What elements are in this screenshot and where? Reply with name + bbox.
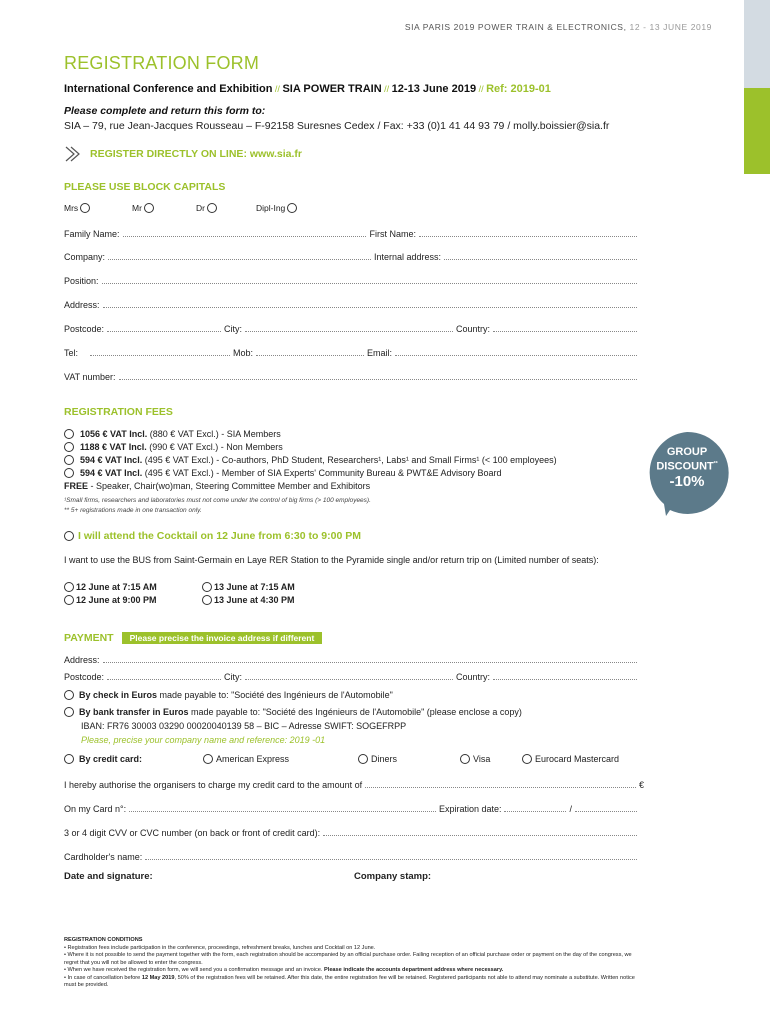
subtitle-dates: 12-13 June 2019 bbox=[391, 83, 477, 95]
fees-list bbox=[64, 427, 644, 492]
title-option-mrs[interactable] bbox=[64, 203, 132, 213]
mob-field[interactable] bbox=[256, 347, 364, 356]
condition-3-bold: Please indicate the accounts department address where necessary. bbox=[324, 967, 504, 973]
bus-option-label: 12 June at 7:15 AM bbox=[76, 581, 157, 592]
invoice-address-tag: Please precise the invoice address if different bbox=[122, 632, 323, 644]
payment-postcode-label: Postcode: bbox=[64, 672, 105, 682]
position-row bbox=[64, 275, 640, 286]
chevron-right-icon bbox=[64, 146, 84, 162]
postcode-label: Postcode: bbox=[64, 324, 105, 334]
separator: // bbox=[272, 84, 283, 94]
fee-price: 1188 € VAT Incl. bbox=[80, 441, 147, 452]
sidebar-green-block bbox=[744, 88, 770, 174]
reference-note: Please, precise your company name and reference: 2019 -01 bbox=[81, 735, 326, 745]
bus-option-label: 13 June at 7:15 AM bbox=[214, 581, 295, 592]
fee-text bbox=[80, 429, 281, 439]
bus-option[interactable] bbox=[64, 582, 202, 592]
internal-address-field[interactable] bbox=[444, 251, 637, 260]
bus-options bbox=[64, 580, 295, 606]
radio-circle[interactable] bbox=[64, 754, 74, 764]
radio-circle[interactable] bbox=[202, 595, 212, 605]
position-label: Position: bbox=[64, 276, 99, 286]
amount-field[interactable] bbox=[365, 779, 636, 788]
expiry-label: Expiration date: bbox=[438, 804, 502, 814]
card-amex-option[interactable] bbox=[203, 754, 289, 764]
card-label: Eurocard Mastercard bbox=[535, 754, 620, 764]
form-title: REGISTRATION FORM bbox=[64, 53, 260, 73]
badge-line-2-wrap bbox=[644, 458, 730, 473]
registration-conditions bbox=[64, 937, 646, 990]
company-stamp-label: Company stamp: bbox=[354, 871, 432, 882]
title-label: Mrs bbox=[64, 203, 79, 213]
subtitle-conference: International Conference and Exhibition bbox=[64, 83, 273, 95]
badge-superscript: ** bbox=[713, 461, 718, 467]
registration-fees-heading: REGISTRATION FEES bbox=[64, 406, 173, 418]
sidebar-top-block bbox=[744, 0, 770, 88]
title-option-dipl-ing[interactable] bbox=[256, 203, 297, 213]
payment-heading: PAYMENT bbox=[64, 632, 114, 644]
header-dates: 12 - 13 JUNE 2019 bbox=[626, 22, 712, 32]
vat-field[interactable] bbox=[119, 371, 637, 380]
first-name-label: First Name: bbox=[369, 229, 416, 239]
cheque-text bbox=[79, 690, 393, 700]
card-label: Visa bbox=[473, 754, 491, 764]
fee-text bbox=[80, 468, 502, 478]
card-number-row bbox=[64, 803, 640, 814]
cardholder-row bbox=[64, 851, 640, 862]
company-row bbox=[64, 251, 640, 262]
condition-3-text: • When we have received the registration form, we will send you a confirmation message and an invoice. bbox=[64, 967, 325, 973]
date-signature-label: Date and signature: bbox=[64, 871, 153, 882]
email-field[interactable] bbox=[395, 347, 637, 356]
card-diners-option[interactable] bbox=[358, 754, 397, 764]
vat-label: VAT number: bbox=[64, 372, 116, 382]
cvv-label: 3 or 4 digit CVV or CVC number (on back or front of credit card): bbox=[64, 828, 321, 838]
fee-price: 1056 € VAT Incl. bbox=[80, 428, 148, 439]
expiry-year-field[interactable] bbox=[575, 803, 637, 812]
radio-circle[interactable] bbox=[64, 429, 74, 439]
country-field[interactable] bbox=[493, 323, 637, 332]
bus-option-label: 13 June at 4:30 PM bbox=[214, 594, 295, 605]
cheque-rest: made payable to: "Société des Ingénieurs de l'Automobile" bbox=[157, 690, 393, 700]
condition-2: • Where it is not possible to send the payment together with the form, each registration should be accompanied by an official purchase order. Failing reception of an official purchase order or payment on the day of the congress, we regret that you will not be allowed to enter the congress. bbox=[64, 952, 632, 966]
expiry-slash: / bbox=[569, 804, 572, 814]
address-label: Address: bbox=[64, 300, 100, 310]
card-number-label: On my Card n°: bbox=[64, 804, 127, 814]
card-visa-option[interactable] bbox=[460, 754, 490, 764]
title-label: Mr bbox=[132, 203, 142, 213]
title-option-dr[interactable] bbox=[196, 203, 256, 213]
bus-option[interactable] bbox=[64, 595, 202, 605]
transfer-option[interactable] bbox=[64, 707, 522, 717]
condition-3 bbox=[64, 967, 646, 975]
company-label: Company: bbox=[64, 252, 106, 262]
fee-detail: (990 € VAT Excl.) - Non Members bbox=[146, 441, 283, 452]
free-line bbox=[64, 479, 644, 492]
radio-circle[interactable] bbox=[64, 707, 74, 717]
payment-country-field[interactable] bbox=[493, 671, 637, 680]
badge-text bbox=[644, 446, 730, 490]
card-label: American Express bbox=[216, 754, 290, 764]
fee-detail: (495 € VAT Excl.) - Member of SIA Experts' Community Bureau & PWT&E Advisory Board bbox=[142, 467, 502, 478]
badge-line-1: GROUP bbox=[666, 446, 708, 458]
expiry-month-field[interactable] bbox=[504, 803, 566, 812]
euro-sign: € bbox=[638, 780, 644, 790]
position-field[interactable] bbox=[102, 275, 637, 284]
transfer-rest: made payable to: "Société des Ingénieurs de l'Automobile" (please enclose a copy) bbox=[188, 707, 522, 717]
cardholder-label: Cardholder's name: bbox=[64, 852, 143, 862]
fee-detail: (495 € VAT Excl.) - Co-authors, PhD Student, Researchers¹, Labs¹ and Small Firms¹ (< 100 employees) bbox=[142, 454, 557, 465]
credit-card-option[interactable] bbox=[64, 754, 142, 764]
country-label: Country: bbox=[455, 324, 490, 334]
condition-4 bbox=[64, 975, 646, 990]
radio-circle[interactable] bbox=[287, 203, 297, 213]
register-online-label: REGISTER DIRECTLY ON LINE: www.sia.fr bbox=[90, 148, 302, 160]
address-field[interactable] bbox=[103, 299, 637, 308]
cvv-row bbox=[64, 827, 640, 838]
condition-4-date: 12 May 2019 bbox=[141, 974, 175, 981]
vat-row bbox=[64, 371, 640, 382]
reference: Ref: 2019-01 bbox=[486, 83, 551, 95]
phone-row bbox=[64, 347, 640, 358]
cardholder-field[interactable] bbox=[145, 851, 637, 860]
fee-detail: (880 € VAT Excl.) - SIA Members bbox=[147, 428, 281, 439]
radio-circle[interactable] bbox=[203, 754, 213, 764]
payment-address-row bbox=[64, 654, 640, 665]
subtitle-event: SIA POWER TRAIN bbox=[282, 83, 382, 95]
tel-field[interactable] bbox=[90, 347, 230, 356]
bus-option[interactable] bbox=[202, 595, 295, 605]
authorise-label: I hereby authorise the organisers to charge my credit card to the amount of bbox=[64, 780, 363, 790]
company-field[interactable] bbox=[108, 251, 371, 260]
cocktail-label: I will attend the Cocktail on 12 June from 6:30 to 9:00 PM bbox=[78, 530, 361, 542]
family-name-field[interactable] bbox=[123, 228, 367, 237]
credit-card-row bbox=[64, 754, 644, 768]
radio-circle[interactable] bbox=[64, 690, 74, 700]
fee-option[interactable] bbox=[64, 427, 644, 440]
cocktail-option[interactable] bbox=[64, 530, 361, 542]
fee-option[interactable] bbox=[64, 466, 644, 479]
title-options bbox=[64, 203, 297, 213]
radio-circle[interactable] bbox=[144, 203, 154, 213]
card-label: Diners bbox=[371, 754, 398, 764]
payment-heading-row bbox=[64, 632, 322, 644]
block-capitals-heading: PLEASE USE BLOCK CAPITALS bbox=[64, 181, 226, 193]
title-label: Dipl-Ing bbox=[256, 203, 286, 213]
radio-circle[interactable] bbox=[207, 203, 217, 213]
iban-text: IBAN: FR76 30003 03290 00020040139 58 – BIC – Adresse SWIFT: SOGEFRPP bbox=[81, 721, 407, 731]
postcode-row bbox=[64, 323, 640, 334]
radio-circle[interactable] bbox=[64, 531, 74, 541]
radio-circle[interactable] bbox=[64, 455, 74, 465]
cvv-field[interactable] bbox=[323, 827, 637, 836]
bus-option[interactable] bbox=[202, 582, 295, 592]
form-subtitle bbox=[64, 83, 551, 95]
free-label: FREE bbox=[64, 480, 89, 491]
payment-postcode-row bbox=[64, 671, 640, 682]
fee-price: 594 € VAT Incl. bbox=[80, 467, 143, 478]
name-row bbox=[64, 228, 640, 239]
radio-circle[interactable] bbox=[202, 582, 212, 592]
bus-options-row bbox=[64, 580, 295, 593]
payment-address-field[interactable] bbox=[103, 654, 637, 663]
title-option-mr[interactable] bbox=[132, 203, 196, 213]
condition-4-text-b: , 50% of the registration fees will be retained. After this date, the entire registration fee will be retained. Registered participants not able to attend may nominate a substitute. Written notice must be provided. bbox=[64, 974, 635, 988]
radio-circle[interactable] bbox=[358, 754, 368, 764]
radio-circle[interactable] bbox=[64, 468, 74, 478]
internal-address-label: Internal address: bbox=[373, 252, 441, 262]
payment-country-label: Country: bbox=[455, 672, 490, 682]
conditions-heading: REGISTRATION CONDITIONS bbox=[64, 937, 143, 943]
fee-text bbox=[80, 442, 283, 452]
radio-circle[interactable] bbox=[64, 582, 74, 592]
email-label: Email: bbox=[366, 348, 392, 358]
payment-city-field[interactable] bbox=[245, 671, 453, 680]
free-detail: - Speaker, Chair(wo)man, Steering Committee Member and Exhibitors bbox=[88, 480, 371, 491]
first-name-field[interactable] bbox=[419, 228, 637, 237]
radio-circle[interactable] bbox=[64, 442, 74, 452]
badge-line-2: DISCOUNT bbox=[656, 460, 714, 473]
card-mastercard-option[interactable] bbox=[522, 754, 619, 764]
return-address: SIA – 79, rue Jean-Jacques Rousseau – F-92158 Suresnes Cedex / Fax: +33 (0)1 41 44 93 79 / molly.boissier@sia.fr bbox=[64, 120, 610, 132]
tel-label: Tel: bbox=[64, 348, 79, 358]
credit-card-label: By credit card: bbox=[79, 754, 143, 764]
family-name-label: Family Name: bbox=[64, 229, 120, 239]
payment-address-label: Address: bbox=[64, 655, 100, 665]
bus-text: I want to use the BUS from Saint-Germain en Laye RER Station to the Pyramide single and/or return trip on (Limited number of seats): bbox=[64, 555, 599, 565]
group-discount-badge bbox=[644, 430, 730, 516]
radio-circle[interactable] bbox=[80, 203, 90, 213]
transfer-bold: By bank transfer in Euros bbox=[79, 707, 189, 717]
fee-text bbox=[80, 455, 557, 465]
cheque-bold: By check in Euros bbox=[79, 690, 158, 700]
fees-note-1: ¹Small firms, researchers and laboratories must not come under the control of big firms (> 100 employees). bbox=[64, 497, 371, 504]
city-label: City: bbox=[224, 324, 243, 334]
title-label: Dr bbox=[196, 203, 205, 213]
separator: // bbox=[381, 84, 392, 94]
payment-postcode-field[interactable] bbox=[107, 671, 221, 680]
page-header bbox=[0, 22, 712, 32]
postcode-field[interactable] bbox=[107, 323, 221, 332]
fee-price: 594 € VAT Incl. bbox=[80, 454, 143, 465]
fee-option[interactable] bbox=[64, 453, 644, 466]
radio-circle[interactable] bbox=[522, 754, 532, 764]
mob-label: Mob: bbox=[233, 348, 254, 358]
badge-percent: -10% bbox=[669, 472, 705, 490]
radio-circle[interactable] bbox=[460, 754, 470, 764]
condition-1: • Registration fees include participation in the conference, proceedings, refreshment breaks, lunches and Cocktail on 12 June. bbox=[64, 944, 376, 951]
transfer-text bbox=[79, 707, 522, 717]
radio-circle[interactable] bbox=[64, 595, 74, 605]
cheque-option[interactable] bbox=[64, 690, 393, 700]
city-field[interactable] bbox=[245, 323, 453, 332]
bus-option-label: 12 June at 9:00 PM bbox=[76, 594, 157, 605]
return-instruction: Please complete and return this form to: bbox=[64, 105, 266, 117]
payment-city-label: City: bbox=[224, 672, 243, 682]
separator: // bbox=[476, 84, 487, 94]
register-online-link[interactable] bbox=[64, 146, 302, 162]
free-text bbox=[64, 481, 370, 491]
header-event: SIA PARIS 2019 POWER TRAIN & ELECTRONICS, bbox=[404, 22, 627, 32]
condition-4-text-a: • In case of cancellation before bbox=[64, 974, 142, 981]
card-number-field[interactable] bbox=[129, 803, 436, 812]
authorise-row bbox=[64, 779, 644, 790]
fees-note-2: ** 5+ registrations made in one transaction only. bbox=[64, 507, 202, 514]
fee-option[interactable] bbox=[64, 440, 644, 453]
bus-options-row bbox=[64, 593, 295, 606]
address-row bbox=[64, 299, 640, 310]
